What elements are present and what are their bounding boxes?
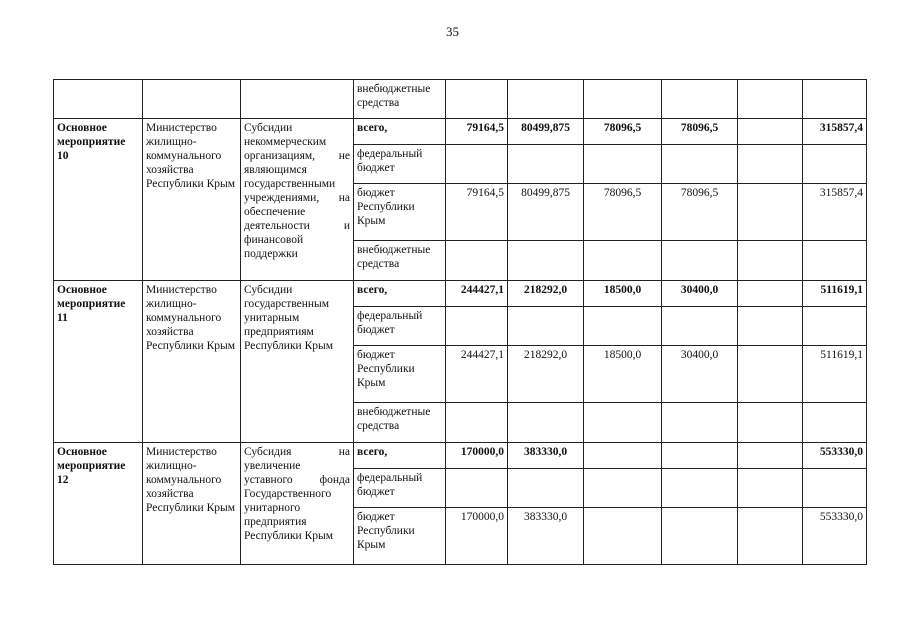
- value-cell: 218292,0: [508, 281, 584, 307]
- value-cell: 170000,0: [446, 443, 508, 469]
- page-number: 35: [446, 24, 459, 39]
- source-cell: федеральный бюджет: [354, 145, 446, 184]
- value-cell: 18500,0: [584, 346, 662, 403]
- value-cell: 30400,0: [662, 281, 738, 307]
- value-cell: 78096,5: [662, 119, 738, 145]
- table-row: [54, 80, 867, 119]
- value-cell: [738, 346, 803, 403]
- executor: Министерство жилищно-коммунального хозяйства Республики Крым: [143, 443, 241, 565]
- value-cell: [584, 443, 662, 469]
- value-cell: 244427,1: [446, 346, 508, 403]
- value-cell: 383330,0: [508, 508, 584, 565]
- value-cell: [584, 508, 662, 565]
- measure-description: Субсидии государственным унитарным предприятиям Республики Крым: [241, 281, 354, 443]
- value-cell: 383330,0: [508, 443, 584, 469]
- executor: Министерство жилищно-коммунального хозяйства Республики Крым: [143, 281, 241, 443]
- table-row: [54, 443, 867, 469]
- source-cell: внебюджетные средства: [354, 80, 446, 119]
- value-cell: 78096,5: [662, 184, 738, 241]
- value-cell: 244427,1: [446, 281, 508, 307]
- total-cell: 511619,1: [803, 281, 867, 307]
- value-cell: 170000,0: [446, 508, 508, 565]
- source-cell: внебюджетные средства: [354, 403, 446, 443]
- source-cell: всего,: [354, 443, 446, 469]
- total-cell: 553330,0: [803, 443, 867, 469]
- value-cell: 79164,5: [446, 119, 508, 145]
- value-cell: [738, 281, 803, 307]
- total-cell: 315857,4: [803, 119, 867, 145]
- budget-table: [53, 79, 867, 565]
- value-cell: [738, 119, 803, 145]
- source-cell: бюджет Республики Крым: [354, 346, 446, 403]
- total-cell: 315857,4: [803, 184, 867, 241]
- measure-description: Субсидии некоммерческим организациям, не являющимся государственными учреждениями, на обеспечение деятельности и финансовой поддержки: [241, 119, 354, 281]
- table-row: [54, 119, 867, 145]
- value-cell: [662, 443, 738, 469]
- measure-name: Основное мероприятие 11: [54, 281, 143, 443]
- measure-name: Основное мероприятие 12: [54, 443, 143, 565]
- value-cell: 18500,0: [584, 281, 662, 307]
- source-cell: бюджет Республики Крым: [354, 508, 446, 565]
- value-cell: 80499,875: [508, 119, 584, 145]
- value-cell: 218292,0: [508, 346, 584, 403]
- source-cell: федеральный бюджет: [354, 307, 446, 346]
- measure-name: Основное мероприятие 10: [54, 119, 143, 281]
- value-cell: 78096,5: [584, 119, 662, 145]
- value-cell: 78096,5: [584, 184, 662, 241]
- value-cell: 80499,875: [508, 184, 584, 241]
- value-cell: [662, 508, 738, 565]
- total-cell: 553330,0: [803, 508, 867, 565]
- value-cell: [738, 184, 803, 241]
- executor: Министерство жилищно-коммунального хозяйства Республики Крым: [143, 119, 241, 281]
- measure-description: Субсидия на увеличение уставного фонда Государственного унитарного предприятия Республики Крым: [241, 443, 354, 565]
- value-cell: 30400,0: [662, 346, 738, 403]
- value-cell: [738, 508, 803, 565]
- source-cell: федеральный бюджет: [354, 469, 446, 508]
- source-cell: бюджет Республики Крым: [354, 184, 446, 241]
- source-cell: всего,: [354, 119, 446, 145]
- value-cell: 79164,5: [446, 184, 508, 241]
- source-cell: всего,: [354, 281, 446, 307]
- total-cell: 511619,1: [803, 346, 867, 403]
- source-cell: внебюджетные средства: [354, 241, 446, 281]
- value-cell: [738, 443, 803, 469]
- table-row: [54, 281, 867, 307]
